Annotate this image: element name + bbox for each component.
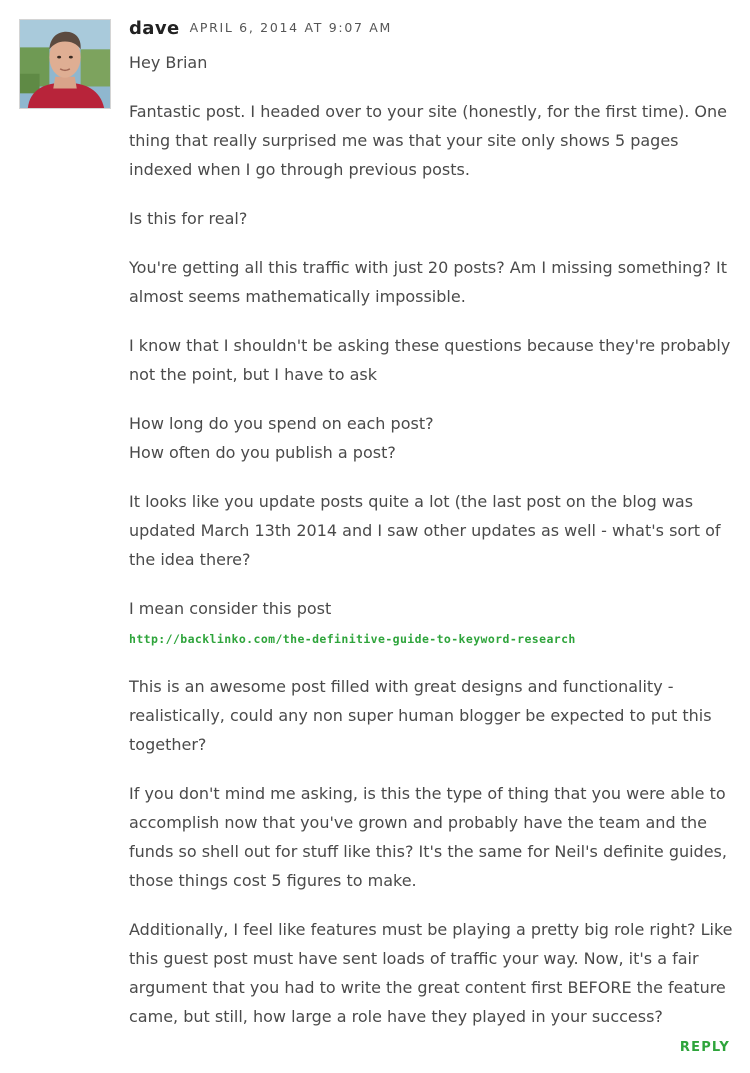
comment-paragraph: You're getting all this traffic with just 20 posts? Am I missing something? It almost seems mathematically impossible. bbox=[129, 258, 728, 306]
comment-date[interactable]: APRIL 6, 2014 AT 9:07 AM bbox=[189, 20, 393, 35]
comment-paragraph: If you don't mind me asking, is this the type of thing that you were able to accomplish now that you've grown and probably have the team and the funds so shell out for stuff like this? It's the same for Neil's definite guides, those things cost 5 figures to make. bbox=[129, 784, 727, 890]
avatar bbox=[19, 19, 111, 109]
comment-link-line bbox=[129, 623, 734, 652]
comment-paragraph: Is this for real? bbox=[129, 209, 248, 228]
comment-meta bbox=[129, 18, 392, 39]
keyword-research-link[interactable]: http://backlinko.com/the-definitive-guide-to-keyword-research bbox=[129, 632, 576, 646]
comment-paragraph: I know that I shouldn't be asking these questions because they're probably not the point, but I have to ask bbox=[129, 336, 731, 384]
comment-paragraph: It looks like you update posts quite a lot (the last post on the blog was updated March 13th 2014 and I saw other updates as well - what's sort of the idea there? bbox=[129, 492, 721, 569]
comment-paragraph: This is an awesome post filled with great designs and functionality - realistically, could any non super human blogger be expected to put this together? bbox=[129, 677, 712, 754]
reply-button[interactable]: REPLY bbox=[679, 1040, 730, 1055]
comment-content bbox=[129, 48, 734, 1051]
comment-paragraph: Fantastic post. I headed over to your site (honestly, for the first time). One thing that really surprised me was that your site only shows 5 pages indexed when I go through previous posts. bbox=[129, 102, 727, 179]
comment-paragraph: Additionally, I feel like features must be playing a pretty big role right? Like this guest post must have sent loads of traffic your way. Now, it's a fair argument that you had to write the great content first BEFORE the feature came, but still, how large a role have they played in your success? bbox=[129, 920, 733, 1026]
comment-paragraph: I mean consider this post bbox=[129, 599, 332, 618]
comment-paragraph: How long do you spend on each post? bbox=[129, 414, 434, 433]
comment-author[interactable]: dave bbox=[129, 18, 180, 39]
comment-paragraph: How often do you publish a post? bbox=[129, 443, 396, 462]
comment-paragraph: Hey Brian bbox=[129, 53, 208, 72]
user-avatar-photo-icon bbox=[20, 20, 110, 108]
